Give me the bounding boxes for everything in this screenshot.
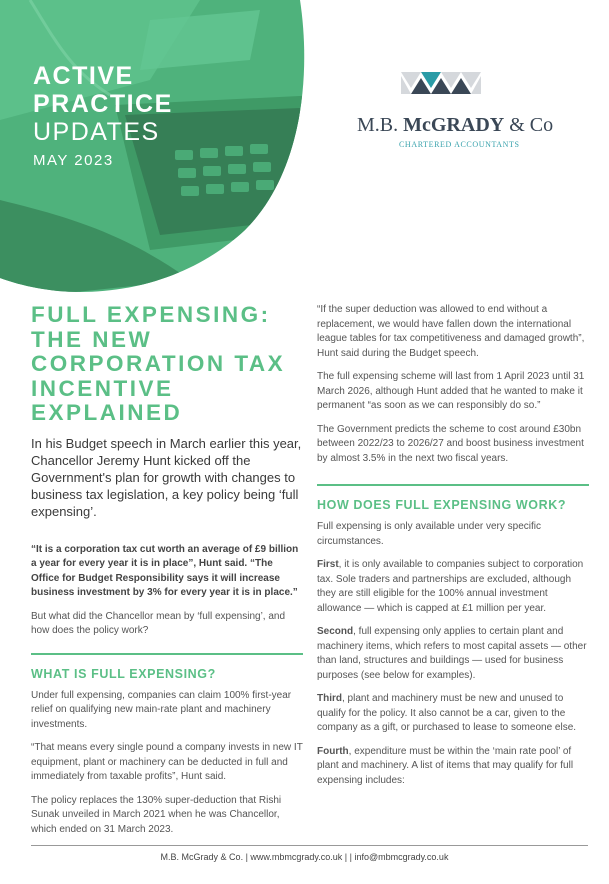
section-heading-what-is: WHAT IS FULL EXPENSING? (31, 653, 303, 681)
paragraph: “If the super deduction was allowed to end without a replacement, we would have fallen down the international league tables for tax competitiveness and damaged growth”, Hunt said during the Budget speech. (317, 304, 585, 359)
paragraph-fourth (317, 745, 589, 789)
title-line-updates: UPDATES (33, 118, 160, 146)
label-fourth: Fourth (317, 745, 349, 757)
firm-logo (357, 72, 567, 162)
paragraph-second (317, 625, 589, 683)
left-column (31, 303, 303, 837)
section-heading-how-does: HOW DOES FULL EXPENSING WORK? (317, 484, 589, 512)
paragraph: The full expensing scheme will last from 1 April 2023 until 31 March 2026, although Hunt added that he wanted to make it permanent “as soon as we can responsibly do so.” (317, 371, 585, 411)
text-first: , it is only available to companies subject to corporation tax. Sole traders and partnerships are excluded, although they are still eligible for the 100% annual investment allowance — which is capped at £1 million per year. (317, 559, 584, 614)
title-line-practice: PRACTICE (33, 90, 173, 118)
paragraph: Under full expensing, companies can claim 100% first-year relief on qualifying new main-rate plant and machinery investments. (31, 689, 292, 730)
label-third: Third (317, 693, 342, 704)
paragraph: The policy replaces the 130% super-deduction that Rishi Sunak unveiled in March 2021 when he was Chancellor, which ended on 31 March 2023. (31, 794, 282, 835)
paragraph-third (317, 692, 589, 736)
title-line-active: ACTIVE (33, 62, 134, 90)
paragraph: Full expensing is only available under very specific circumstances. (317, 521, 542, 547)
right-column (317, 303, 589, 788)
issue-date: MAY 2023 (33, 152, 114, 169)
firm-name-bold: McGRADY (403, 114, 505, 136)
text-second: , full expensing only applies to certain plant and machinery items, which refers to most capital assets — other than land, structures and buildings — used for business purposes (see below for examples). (317, 626, 587, 681)
label-second: Second (317, 626, 354, 637)
label-first: First (317, 559, 339, 570)
paragraph: The Government predicts the scheme to cost around £30bn between 2022/23 to 2026/27 and boost business investment by almost 3.5% in the next two fiscal years. (317, 423, 584, 464)
paragraph-first (317, 558, 589, 616)
firm-name-prefix: M.B. (357, 114, 404, 136)
firm-subtitle: CHARTERED ACCOUNTANTS (399, 140, 520, 149)
firm-name (357, 114, 553, 137)
paragraph: “That means every single pound a company invests in new IT equipment, plant or machinery can be deducted in full and immediately from taxable profits”, Hunt said. (31, 742, 303, 782)
footer-divider (31, 845, 588, 846)
text-fourth: , expenditure must be within the ‘main rate pool’ of plant and machinery. A list of items that may qualify for full expensing includes: (317, 745, 574, 786)
firm-name-suffix: & Co (504, 114, 554, 136)
logo-mark-icon (357, 72, 567, 108)
article-title: FULL EXPENSING: THE NEW CORPORATION TAX INCENTIVE EXPLAINED (31, 302, 286, 425)
article-intro: In his Budget speech in March earlier this year, Chancellor Jeremy Hunt kicked off the Government's plan for growth with changes to business tax legislation, a key policy being ‘full expensing’. (31, 435, 302, 519)
question-paragraph: But what did the Chancellor mean by ‘full expensing’, and how does the policy work? (31, 610, 286, 636)
footer-contact: M.B. McGrady & Co. | www.mbmcgrady.co.uk | | info@mbmcgrady.co.uk (160, 852, 449, 862)
newsletter-title (33, 62, 173, 169)
hunt-quote: “It is a corporation tax cut worth an average of £9 billion a year for every year it is in place”, Hunt said. “The Office for Budget Responsibility says it will increase business investment by 3% for every year it is in place.” (31, 543, 299, 598)
text-third: , plant and machinery must be new and unused to qualify for the policy. It also cannot be a car, given to the company as a gift, or purchased to lease to someone else. (317, 693, 577, 733)
